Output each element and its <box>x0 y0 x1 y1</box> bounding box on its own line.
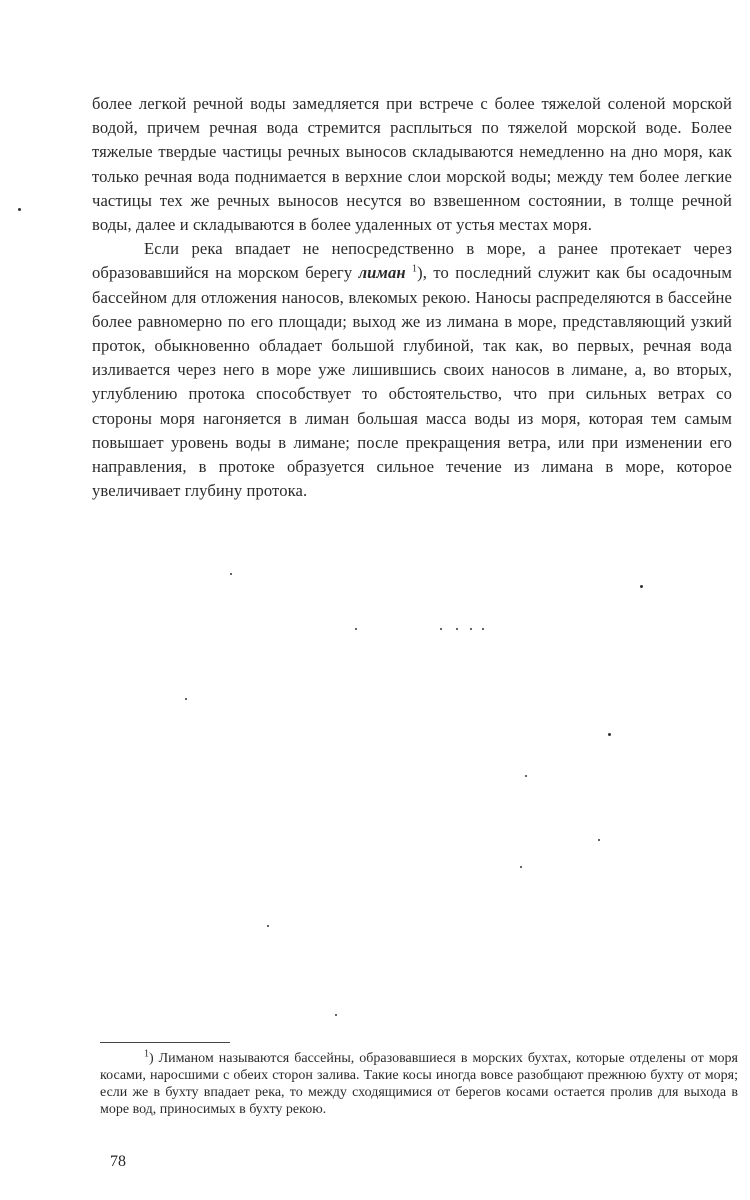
scan-speck <box>608 733 611 736</box>
scan-speck <box>185 698 187 700</box>
scan-speck <box>456 628 458 630</box>
footnote <box>100 1050 738 1118</box>
scan-speck <box>525 775 527 777</box>
scan-speck <box>18 208 21 211</box>
scan-speck <box>355 628 357 630</box>
main-text <box>92 92 732 503</box>
footnote-text: ) Лиманом называются бассейны, образовавшиеся в морских бухтах, которые отделены от моря косами, наросшими с обеих сторон залива. Такие косы иногда вовсе разобщают прежнюю бухту от моря; если же в бухту впадает река, то между сходящимися от берегов косами остается пролив для выхода в море вод, приносимых в бухту рекою. <box>100 1051 738 1117</box>
scan-speck <box>520 866 522 868</box>
page-number: 78 <box>110 1153 126 1170</box>
scan-speck <box>230 573 232 575</box>
paragraph-2-text-before: Если река впадает не непосредственно в море, а ранее протекает через образовавшийся на морском берегу <box>92 239 732 283</box>
footnote-mark: 1 <box>144 1048 149 1060</box>
paragraph-2-text-after: ), то последний служит как бы осадочным бассейном для отложения наносов, влекомых рекою. Наносы распределяются в бассейне более равномерно по его площади; выход же из лимана в море, представляющий узкий проток, обыкновенно обладает большой глубиной, так как, во первых, речная вода изливается через него в море уже лишившись своих наносов в лимане, а, во вторых, углублению протока способствует то обстоятельство, что при сильных ветрах со стороны моря нагоняется в лиман большая масса воды из моря, которая тем самым повышает уровень воды в лимане; после прекращения ветра, или при изменении его направления, в протоке образуется сильное течение из лимана в море, которое увеличивает глубину протока. <box>92 263 732 501</box>
scan-speck <box>335 1014 337 1016</box>
scan-speck <box>482 628 484 630</box>
scan-speck <box>640 585 643 588</box>
paragraph-2 <box>92 237 732 503</box>
scan-speck <box>267 925 269 927</box>
scan-speck <box>470 628 472 630</box>
scan-speck <box>440 628 442 630</box>
footnote-reference[interactable]: 1 <box>412 263 418 275</box>
term-liman: лиман <box>358 263 406 283</box>
scan-speck <box>598 839 600 841</box>
footnote-divider <box>100 1042 230 1043</box>
paragraph-1: более легкой речной воды замедляется при встрече с более тяжелой соленой морской водой, причем речная вода стремится расплыться по тяжелой морской воде. Более тяжелые твердые частицы речных выносов складываются немедленно на дно моря, как только речная вода поднимается в верхние слои морской воды; между тем более легкие частицы тех же речных выносов несутся во взвешенном состоянии, в толще речной воды, далее и складываются в более удаленных от устья местах моря. <box>92 94 732 235</box>
